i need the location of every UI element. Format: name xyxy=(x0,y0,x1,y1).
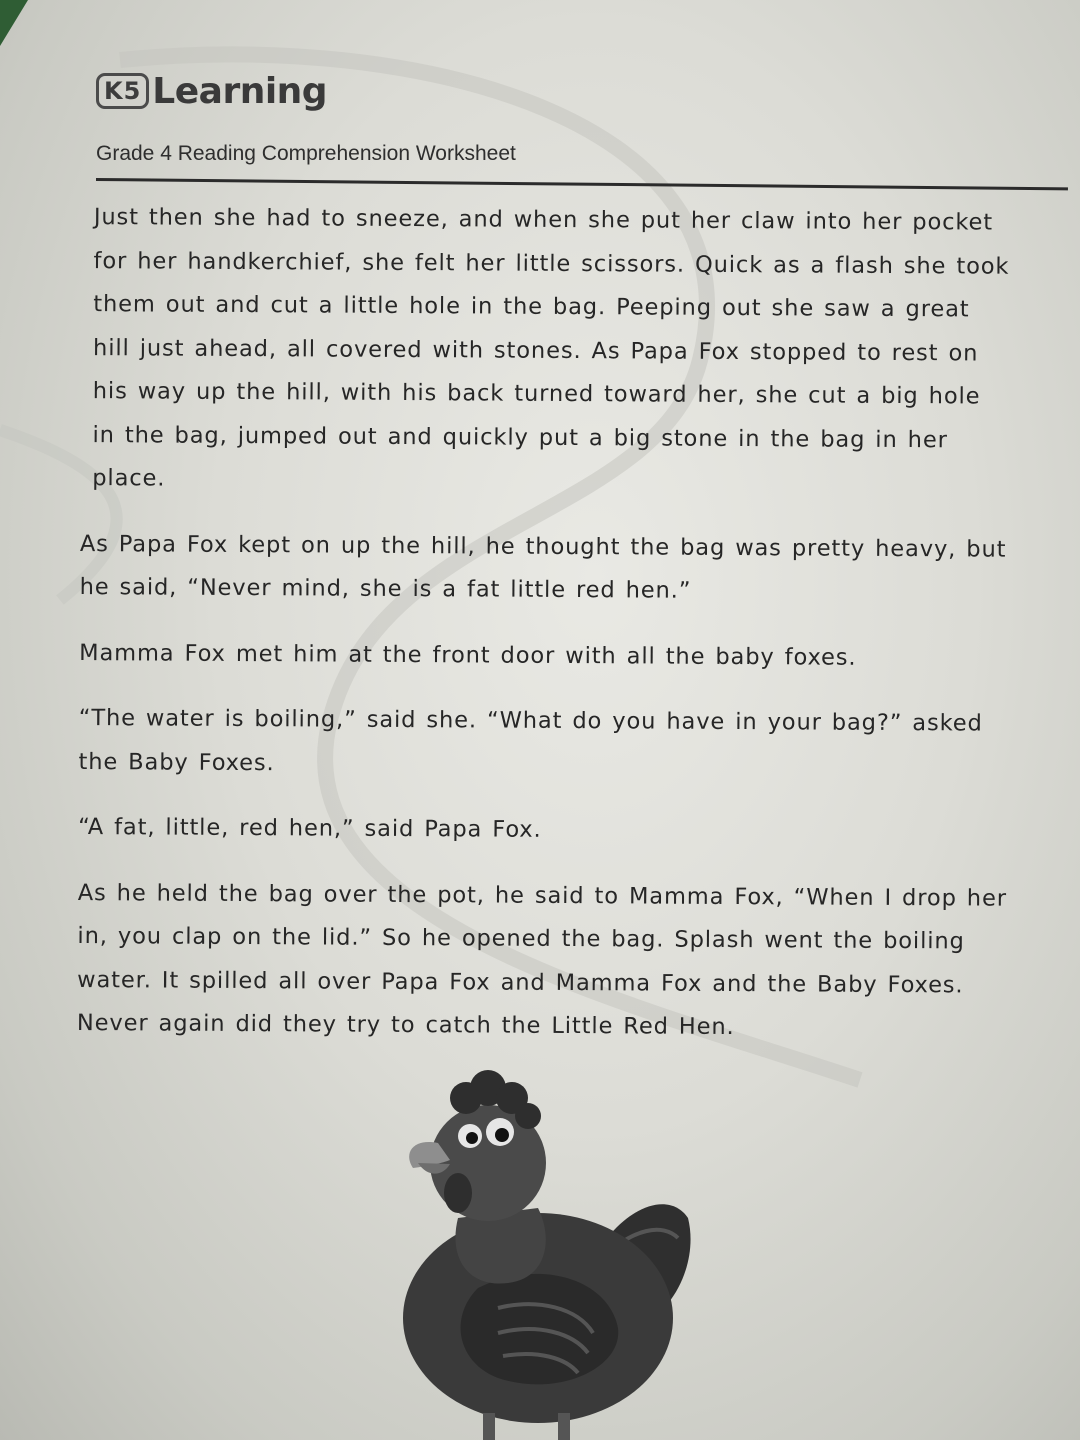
story-paragraph-1: Just then she had to sneeze, and when she put her claw into her pocket for her handkerchief, she felt her little scissors. Quick as a flash she took them out and cut a little hole in the bag. Peeping out she saw a great hill just ahead, all covered with stones. As Papa Fox stopped to rest on his way up the hill, with his back turned toward her, she cut a big hole in the bag, jumped out and quickly put a big stone in the bag in her place. xyxy=(92,204,1010,492)
k5-learning-logo xyxy=(96,66,996,116)
story-paragraph-4: “The water is boiling,” said she. “What do you have in your bag?” asked the Baby Foxes. xyxy=(78,704,983,776)
story-paragraph-3: Mamma Fox met him at the front door with all the baby foxes. xyxy=(79,639,857,671)
worksheet-header xyxy=(96,66,996,116)
logo-wordmark: Learning xyxy=(152,70,328,112)
story-paragraph-2: As Papa Fox kept on up the hill, he thought the bag was pretty heavy, but he said, “Never mind, she is a fat little red hen.” xyxy=(79,530,1007,604)
story-paragraph-5: “A fat, little, red hen,” said Papa Fox. xyxy=(78,813,542,843)
story-paragraph-6: As he held the bag over the pot, he said to Mamma Fox, “When I drop her in, you clap on the lid.” So he opened the bag. Splash went the boiling water. It spilled all over Papa Fox and Mamma Fox and the Baby Foxes. Never again did they try to catch the Little Red Hen. xyxy=(76,879,1007,1041)
hen-illustration-icon xyxy=(388,1068,708,1440)
logo-badge: K5 xyxy=(96,73,149,109)
worksheet-title: Grade 4 Reading Comprehension Worksheet xyxy=(96,142,516,165)
story-text xyxy=(77,196,1012,1051)
